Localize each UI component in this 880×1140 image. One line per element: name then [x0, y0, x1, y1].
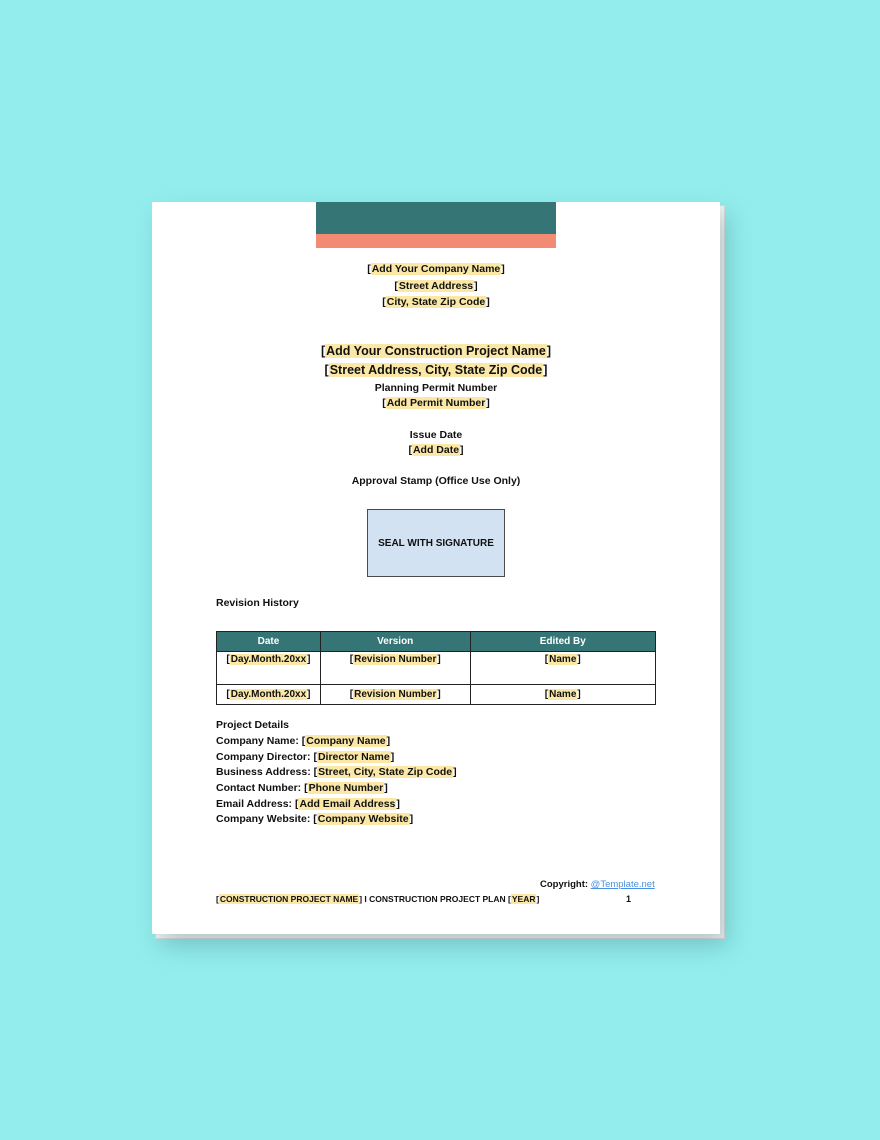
project-name-line: [Add Your Construction Project Name] [320, 344, 552, 358]
revision-date-cell: [Day.Month.20xx] [217, 652, 321, 685]
detail-company-director: Company Director: [Director Name] [216, 751, 395, 763]
company-name-placeholder: Add Your Company Name [371, 263, 501, 275]
company-name-line: [Add Your Company Name] [367, 263, 505, 275]
revision-history-table [216, 631, 656, 705]
seal-text: SEAL WITH SIGNATURE [378, 537, 494, 549]
column-header-version: Version [320, 632, 470, 652]
company-street-placeholder: Street Address [398, 280, 474, 292]
table-row [217, 652, 656, 685]
project-name-placeholder: Add Your Construction Project Name [326, 344, 546, 358]
project-details-heading: Project Details [216, 719, 289, 731]
document-page [152, 202, 720, 934]
footer-year: YEAR [511, 894, 536, 904]
page-number: 1 [626, 894, 632, 904]
project-address-placeholder: Street Address, City, State Zip Code [329, 363, 543, 377]
revision-date-cell: [Day.Month.20xx] [217, 685, 321, 705]
company-city-line: [City, State Zip Code] [382, 296, 490, 308]
template-link[interactable]: @Template.net [590, 879, 655, 890]
detail-email-address: Email Address: [Add Email Address] [216, 798, 400, 810]
detail-company-name: Company Name: [Company Name] [216, 735, 391, 747]
copyright-label: Copyright: [540, 879, 591, 890]
permit-label: Planning Permit Number [374, 382, 498, 394]
detail-contact-number: Contact Number: [Phone Number] [216, 782, 388, 794]
header-bar-coral [316, 234, 556, 248]
seal-with-signature-box [367, 509, 505, 577]
detail-business-address: Business Address: [Street, City, State Zip Code] [216, 766, 457, 778]
revision-editor-cell: [Name] [470, 652, 655, 685]
revision-history-heading: Revision History [216, 597, 299, 609]
footer-title-line: [CONSTRUCTION PROJECT NAME] I CONSTRUCTION PROJECT PLAN [YEAR] [216, 894, 540, 904]
table-header-row [217, 632, 656, 652]
revision-version-cell: [Revision Number] [320, 685, 470, 705]
company-street-line: [Street Address] [394, 280, 478, 292]
footer-doc-title: CONSTRUCTION PROJECT PLAN [369, 894, 506, 904]
revision-version-cell: [Revision Number] [320, 652, 470, 685]
revision-editor-cell: [Name] [470, 685, 655, 705]
issue-date-line: [Add Date] [408, 444, 464, 456]
permit-value-placeholder: Add Permit Number [386, 397, 486, 409]
column-header-date: Date [217, 632, 321, 652]
detail-company-website: Company Website: [Company Website] [216, 813, 414, 825]
approval-stamp-label: Approval Stamp (Office Use Only) [351, 475, 521, 487]
copyright-line [540, 879, 655, 890]
project-address-line: [Street Address, City, State Zip Code] [324, 363, 548, 377]
footer-separator: I [364, 894, 367, 904]
table-row [217, 685, 656, 705]
permit-value-line: [Add Permit Number] [382, 397, 490, 409]
column-header-edited-by: Edited By [470, 632, 655, 652]
company-city-placeholder: City, State Zip Code [386, 296, 486, 308]
issue-date-placeholder: Add Date [412, 444, 460, 456]
header-bar-teal [316, 202, 556, 234]
issue-date-label: Issue Date [409, 429, 463, 441]
footer-project-name: CONSTRUCTION PROJECT NAME [219, 894, 359, 904]
